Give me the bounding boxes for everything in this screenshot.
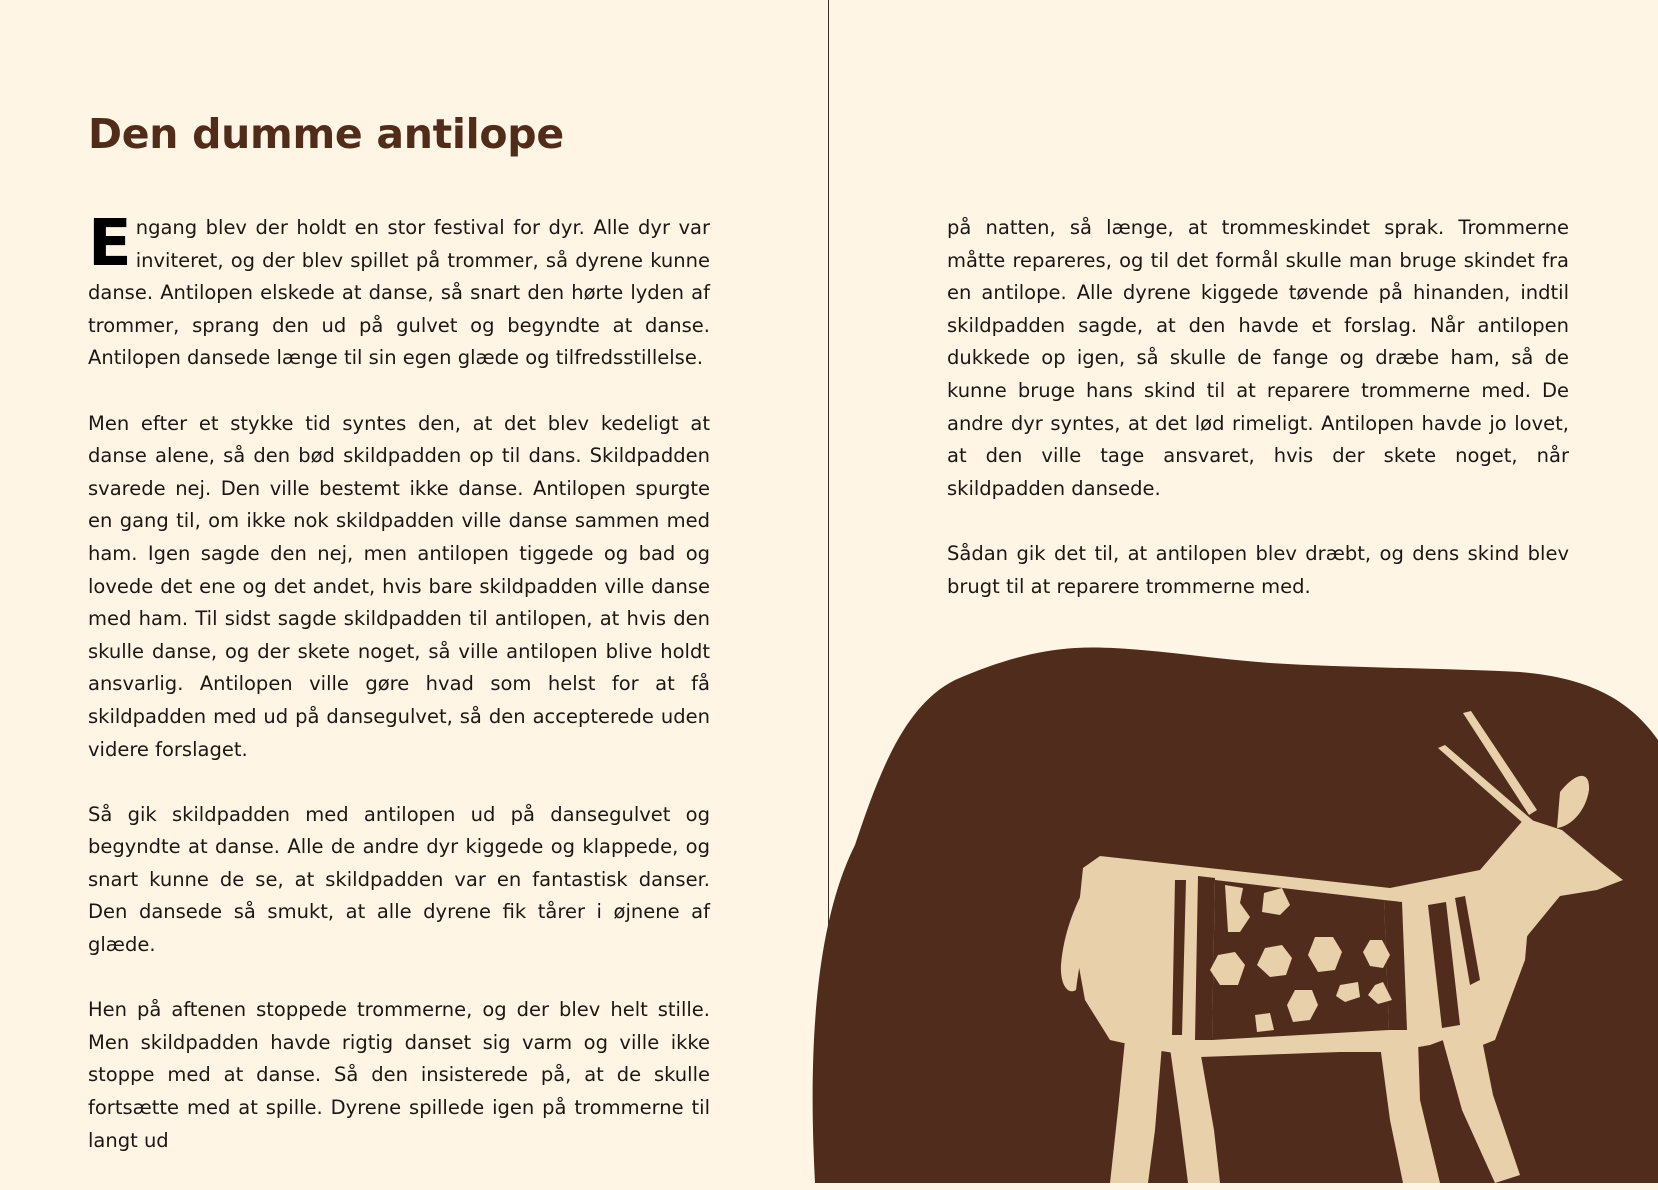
antelope-figure: [1061, 711, 1623, 1183]
antelope-leg: [1170, 1048, 1220, 1183]
spot: [1336, 982, 1360, 1002]
antelope-leg: [1110, 1040, 1162, 1183]
spot: [1255, 1013, 1274, 1032]
pattern-band: [1172, 880, 1186, 1035]
paragraph: [88, 207, 710, 375]
spot: [1262, 888, 1290, 915]
page-title: Den dumme antilope: [88, 110, 564, 158]
paragraph: Hen på aftenen stoppede trommerne, og der blev helt stille. Men skildpadden havde rigtig danset sig varm og ville ikke stoppe med at danse. Så den insisterede på, at de skulle fortsætte med at spille. Dyrene spillede igen på trommerne til langt ud: [88, 998, 710, 1152]
page-gutter-line: [828, 0, 829, 1183]
pattern-band: [1195, 876, 1215, 1040]
pattern-band: [1384, 900, 1407, 1030]
antelope-leg: [1440, 1020, 1520, 1183]
antelope-spots: [1210, 885, 1392, 1032]
antelope-ear: [1557, 776, 1589, 828]
spot: [1363, 940, 1390, 968]
antelope-chest: [1470, 880, 1532, 1050]
pattern-band: [1455, 896, 1480, 985]
spot: [1210, 952, 1245, 985]
antelope-horn: [1463, 711, 1537, 815]
antelope-horn: [1438, 745, 1537, 832]
spot: [1225, 885, 1250, 932]
antelope-tail: [1061, 885, 1100, 991]
pattern-panel: [1212, 880, 1389, 1040]
paragraph-text: ngang blev der holdt en stor festival for dyr. Alle dyr var inviteret, og der blev spillet på trommer, så dyrene kunne danse. Antilopen elskede at danse, så snart den hørte lyden af trommer, sprang den ud på gulvet og begyndte at danse. Antilopen dansede længe til sin egen glæde og tilfredsstillelse.: [88, 216, 710, 370]
spot: [1257, 945, 1292, 977]
spot: [1308, 937, 1342, 972]
rock-background: [813, 648, 1658, 1183]
right-text-column: [947, 212, 1569, 636]
antelope-body: [1075, 818, 1623, 1057]
paragraph: Men efter et stykke tid syntes den, at det blev kedeligt at danse alene, så den bød skildpadden op til dans. Skildpadden svarede nej. Den ville bestemt ikke danse. Antilopen spurgte en gang til, om ikke nok skildpadden ville danse sammen med ham. Igen sagde den nej, men antilopen tiggede og bad og lovede det ene og det andet, hvis bare skildpadden ville danse med ham. Til sidst sagde skildpadden til antilopen, at hvis den skulle danse, og der skete noget, så ville antilopen blive holdt ansvarlig. Antilopen ville gøre hvad som helst for at få skildpadden med ud på dansegulvet, så den accepterede uden videre forslaget.: [88, 411, 710, 761]
spot: [1368, 982, 1392, 1004]
left-text-column: [88, 207, 710, 1190]
pattern-band: [1428, 902, 1460, 1028]
antelope-leg: [1380, 1040, 1440, 1183]
antelope-pattern: [1172, 876, 1480, 1040]
paragraph: på natten, så længe, at trommeskindet sprak. Trommerne måtte repareres, og til det formål skulle man bruge skindet fra en antilope. Alle dyrene kiggede tøvende på hinanden, indtil skildpadden sagde, at den havde et forslag. Når antilopen dukkede op igen, så skulle de fange og dræbe ham, så de kunne bruge hans skind til at reparere trommerne med. De andre dyr syntes, at det lød rimeligt. Antilopen havde jo lovet, at den ville tage ansvaret, hvis der skete noget, når skildpadden dansede.: [947, 216, 1569, 500]
spot: [1287, 990, 1318, 1022]
paragraph: Så gik skildpadden med antilopen ud på dansegulvet og begyndte at danse. Alle de andre dyr kiggede og klappede, og snart kunne de se, at skildpadden var en fantastisk danser. Den dansede så smukt, at alle dyrene fik tårer i øjnene af glæde.: [88, 802, 710, 957]
drop-cap: E: [88, 207, 132, 281]
paragraph: Sådan gik det til, at antilopen blev dræbt, og dens skind blev brugt til at reparere trommerne med.: [947, 541, 1569, 598]
